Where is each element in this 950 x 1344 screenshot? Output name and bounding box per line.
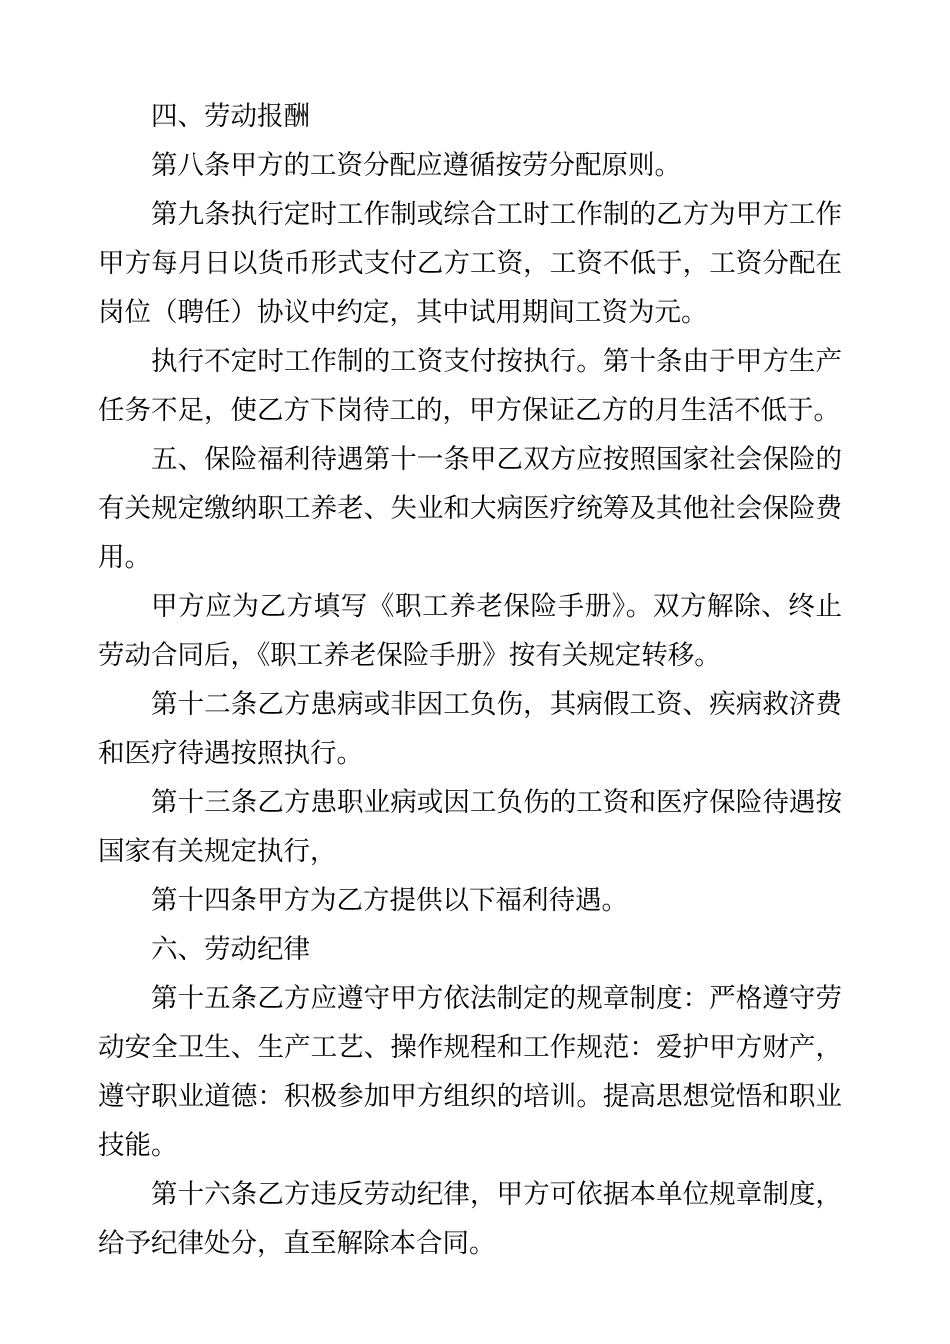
article-13-paragraph: 第十三条乙方患职业病或因工负伤的工资和医疗保险待遇按国家有关规定执行， [98, 787, 842, 867]
pension-handbook-paragraph: 甲方应为乙方填写《职工养老保险手册》。双方解除、终止劳动合同后，《职工养老保险手册》按有关规定转移。 [98, 591, 842, 671]
article-10-paragraph: 执行不定时工作制的工资支付按执行。第十条由于甲方生产任务不足，使乙方下岗待工的，甲方保证乙方的月生活不低于。 [98, 346, 842, 426]
article-8-paragraph: 第八条甲方的工资分配应遵循按劳分配原则。 [151, 150, 681, 181]
article-11-paragraph: 五、保险福利待遇第十一条甲乙双方应按照国家社会保险的有关规定缴纳职工养老、失业和大病医疗统筹及其他社会保险费用。 [98, 444, 842, 573]
article-12-paragraph: 第十二条乙方患病或非因工负伤，其病假工资、疾病救济费和医疗待遇按照执行。 [98, 689, 842, 769]
document-body [98, 92, 842, 1268]
article-16-paragraph: 第十六条乙方违反劳动纪律，甲方可依据本单位规章制度，给予纪律处分，直至解除本合同。 [98, 1179, 842, 1259]
article-14-paragraph: 第十四条甲方为乙方提供以下福利待遇。 [151, 885, 628, 916]
article-15-paragraph: 第十五条乙方应遵守甲方依法制定的规章制度：严格遵守劳动安全卫生、生产工艺、操作规程和工作规范：爱护甲方财产，遵守职业道德：积极参加甲方组织的培训。提高思想觉悟和职业技能。 [98, 983, 842, 1161]
section-heading-labor-remuneration: 四、劳动报酬 [151, 101, 310, 132]
article-9-paragraph: 第九条执行定时工作制或综合工时工作制的乙方为甲方工作甲方每月日以货币形式支付乙方工资，工资不低于，工资分配在岗位（聘任）协议中约定，其中试用期间工资为元。 [98, 199, 842, 328]
section-heading-labor-discipline: 六、劳动纪律 [151, 934, 310, 965]
